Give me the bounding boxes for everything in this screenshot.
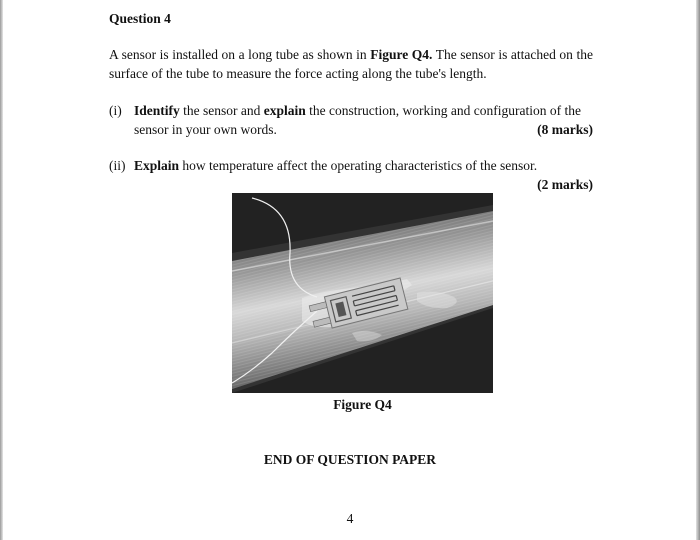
part-i-keyword-identify: Identify [134, 103, 180, 118]
part-ii-marks: (2 marks) [537, 177, 593, 192]
part-ii-text-1: how temperature affect the operating characteristics of the sensor. [179, 158, 538, 173]
question-title: Question 4 [109, 11, 171, 26]
question-part-ii [109, 156, 593, 192]
question-intro [109, 45, 593, 83]
figure-reference: Figure Q4. [370, 47, 433, 62]
part-i-text [134, 101, 593, 139]
part-i-keyword-explain: explain [263, 103, 306, 118]
strain-gauge-on-tube-photo [232, 193, 493, 393]
part-i-text-1: the sensor and [179, 103, 264, 118]
part-ii-number: (ii) [109, 158, 126, 173]
question-part-i [109, 101, 593, 139]
intro-text-1: A sensor is installed on a long tube as shown in [109, 47, 371, 62]
part-i-marks: (8 marks) [537, 122, 593, 137]
intro-text-2: The sensor is attached on the surface of the tube to measure the force acting along the tube's length. [109, 47, 593, 81]
figure-caption: Figure Q4 [333, 397, 392, 412]
end-of-paper-text: END OF QUESTION PAPER [263, 452, 437, 467]
part-ii-keyword-explain: Explain [134, 158, 180, 173]
part-i-text-2: the construction, working and configuration of the sensor in your own words. [134, 103, 581, 137]
part-i-number: (i) [109, 103, 122, 118]
page-number: 4 [346, 511, 354, 526]
figure-q4-image [232, 193, 493, 393]
part-ii-text [134, 156, 593, 175]
